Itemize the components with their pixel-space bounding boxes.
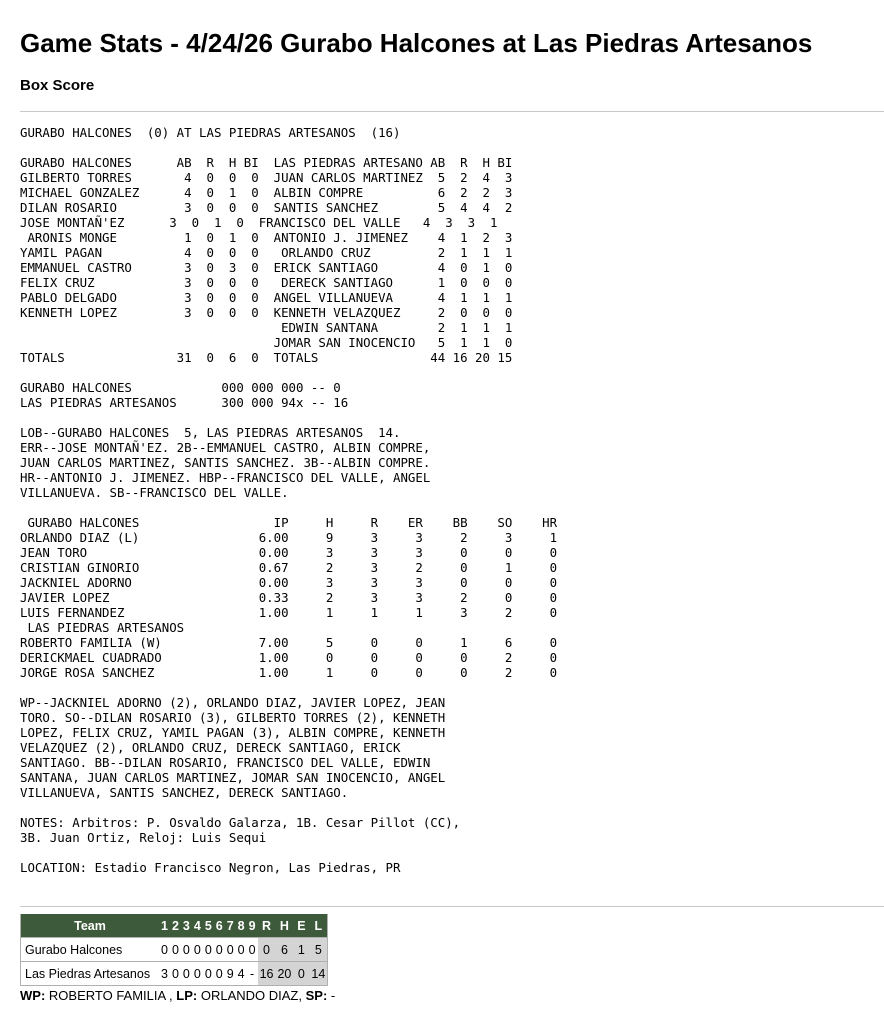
total-hits: 20: [275, 962, 293, 986]
inning-score: 0: [236, 938, 247, 962]
inning-score: 0: [214, 938, 225, 962]
header-inning-3: 3: [181, 914, 192, 938]
inning-score: 9: [225, 962, 236, 986]
divider: [20, 906, 884, 907]
total-errors: 0: [293, 962, 309, 986]
header-inning-1: 1: [159, 914, 170, 938]
line-score-row-home: [21, 962, 328, 986]
pitching-decisions: [20, 988, 335, 1004]
inning-score: 0: [203, 938, 214, 962]
header-lob: L: [309, 914, 327, 938]
divider: [20, 111, 884, 112]
team-name: Las Piedras Artesanos: [21, 962, 160, 986]
save-pitcher: -: [327, 988, 336, 1003]
losing-pitcher: ORLANDO DIAZ,: [197, 988, 306, 1003]
sp-label: SP:: [305, 988, 328, 1003]
lp-label: LP:: [176, 988, 198, 1003]
line-score-header-row: [21, 914, 328, 938]
inning-score: 0: [203, 962, 214, 986]
header-team: Team: [21, 914, 160, 938]
total-hits: 6: [275, 938, 293, 962]
inning-score: 0: [181, 962, 192, 986]
inning-score: -: [247, 962, 258, 986]
header-inning-4: 4: [192, 914, 203, 938]
header-hits: H: [275, 914, 293, 938]
box-score-text: GURABO HALCONES (0) AT LAS PIEDRAS ARTESANOS (16) GURABO HALCONES AB R H BI LAS PIEDRAS ARTESANO AB R H BI GILBERTO TORRES 4 0 0 0 JUAN CARLOS MARTINEZ 5 2 4 3 MICHAEL GONZALEZ 4 0 1 0 ALBIN COMPRE 6 2 2 3 DILAN ROSARIO 3 0 0 0 SANTIS SANCHEZ 5 4 4 2 JOSE MONTAÑ'EZ 3 0 1 0 FRANCISCO DEL VALLE 4 3 3 1 ARONIS MONGE 1 0 1 0 ANTONIO J. JIMENEZ 4 1 2 3 YAMIL PAGAN 4 0 0 0 ORLANDO CRUZ 2 1 1 1 EMMANUEL CASTRO 3 0 3 0 ERICK SANTIAGO 4 0 1 0 FELIX CRUZ 3 0 0 0 DERECK SANTIAGO 1 0 0 0 PABLO DELGADO 3 0 0 0 ANGEL VILLANUEVA 4 1 1 1 KENNETH LOPEZ 3 0 0 0 KENNETH VELAZQUEZ 2 0 0 0 EDWIN SANTANA 2 1 1 1 JOMAR SAN INOCENCIO 5 1 1 0 TOTALS 31 0 6 0 TOTALS 44 16 20 15 GURABO HALCONES 000 000 000 -- 0 LAS PIEDRAS ARTESANOS 300 000 94x -- 16 LOB--GURABO HALCONES 5, LAS PIEDRAS ARTESANOS 14. ERR--JOSE MONTAÑ'EZ. 2B--EMMANUEL CASTRO, ALBIN COMPRE, JUAN CARLOS MARTINEZ, SANTIS SANCHEZ. 3B--ALBIN COMPRE. HR--ANTONIO J. JIMENEZ. HBP--FRANCISCO DEL VALLE, ANGEL VILLANUEVA. SB--FRANCISCO DEL VALLE. GURABO HALCONES IP H R ER BB SO HR ORLANDO DIAZ (L) 6.00 9 3 3 2 3 1 JEAN TORO 0.00 3 3 3 0 0 0 CRISTIAN GINORIO 0.67 2 3 2 0 1 0 JACKNIEL ADORNO 0.00 3 3 3 0 0 0 JAVIER LOPEZ 0.33 2 3 3 2 0 0 LUIS FERNANDEZ 1.00 1 1 1 3 2 0 LAS PIEDRAS ARTESANOS ROBERTO FAMILIA (W) 7.00 5 0 0 1 6 0 DERICKMAEL CUADRADO 1.00 0 0 0 0 2 0 JORGE ROSA SANCHEZ 1.00 1 0 0 0 2 0 WP--JACKNIEL ADORNO (2), ORLANDO DIAZ, JAVIER LOPEZ, JEAN TORO. SO--DILAN ROSARIO (3), GILBERTO TORRES (2), KENNETH LOPEZ, FELIX CRUZ, YAMIL PAGAN (3), ALBIN COMPRE, KENNETH VELAZQUEZ (2), ORLANDO CRUZ, DERECK SANTIAGO, ERICK SANTIAGO. BB--DILAN ROSARIO, FRANCISCO DEL VALLE, EDWIN SANTANA, JUAN CARLOS MARTINEZ, JOMAR SAN INOCENCIO, ANGEL VILLANUEVA, SANTIS SANCHEZ, DERECK SANTIAGO. NOTES: Arbitros: P. Osvaldo Galarza, 1B. Cesar Pillot (CC), 3B. Juan Ortiz, Reloj: Luis Sequi LOCATION: Estadio Francisco Negron, Las Piedras, PR: [20, 125, 558, 875]
winning-pitcher: ROBERTO FAMILIA ,: [45, 988, 177, 1003]
header-runs: R: [258, 914, 276, 938]
total-runs: 16: [258, 962, 276, 986]
total-runs: 0: [258, 938, 276, 962]
header-errors: E: [293, 914, 309, 938]
inning-score: 0: [159, 938, 170, 962]
inning-score: 3: [159, 962, 170, 986]
section-title-box-score: Box Score: [20, 77, 95, 94]
inning-score: 4: [236, 962, 247, 986]
team-name: Gurabo Halcones: [21, 938, 160, 962]
header-inning-8: 8: [236, 914, 247, 938]
inning-score: 0: [214, 962, 225, 986]
inning-score: 0: [192, 962, 203, 986]
header-inning-6: 6: [214, 914, 225, 938]
total-lob: 5: [309, 938, 327, 962]
inning-score: 0: [192, 938, 203, 962]
inning-score: 0: [170, 938, 181, 962]
inning-score: 0: [181, 938, 192, 962]
page-title: Game Stats - 4/24/26 Gurabo Halcones at Las Piedras Artesanos: [20, 28, 813, 58]
header-inning-2: 2: [170, 914, 181, 938]
header-inning-9: 9: [247, 914, 258, 938]
total-lob: 14: [309, 962, 327, 986]
total-errors: 1: [293, 938, 309, 962]
header-inning-5: 5: [203, 914, 214, 938]
inning-score: 0: [225, 938, 236, 962]
line-score-table: [20, 914, 328, 986]
inning-score: 0: [247, 938, 258, 962]
header-inning-7: 7: [225, 914, 236, 938]
inning-score: 0: [170, 962, 181, 986]
line-score-row-away: [21, 938, 328, 962]
wp-label: WP:: [20, 988, 46, 1003]
